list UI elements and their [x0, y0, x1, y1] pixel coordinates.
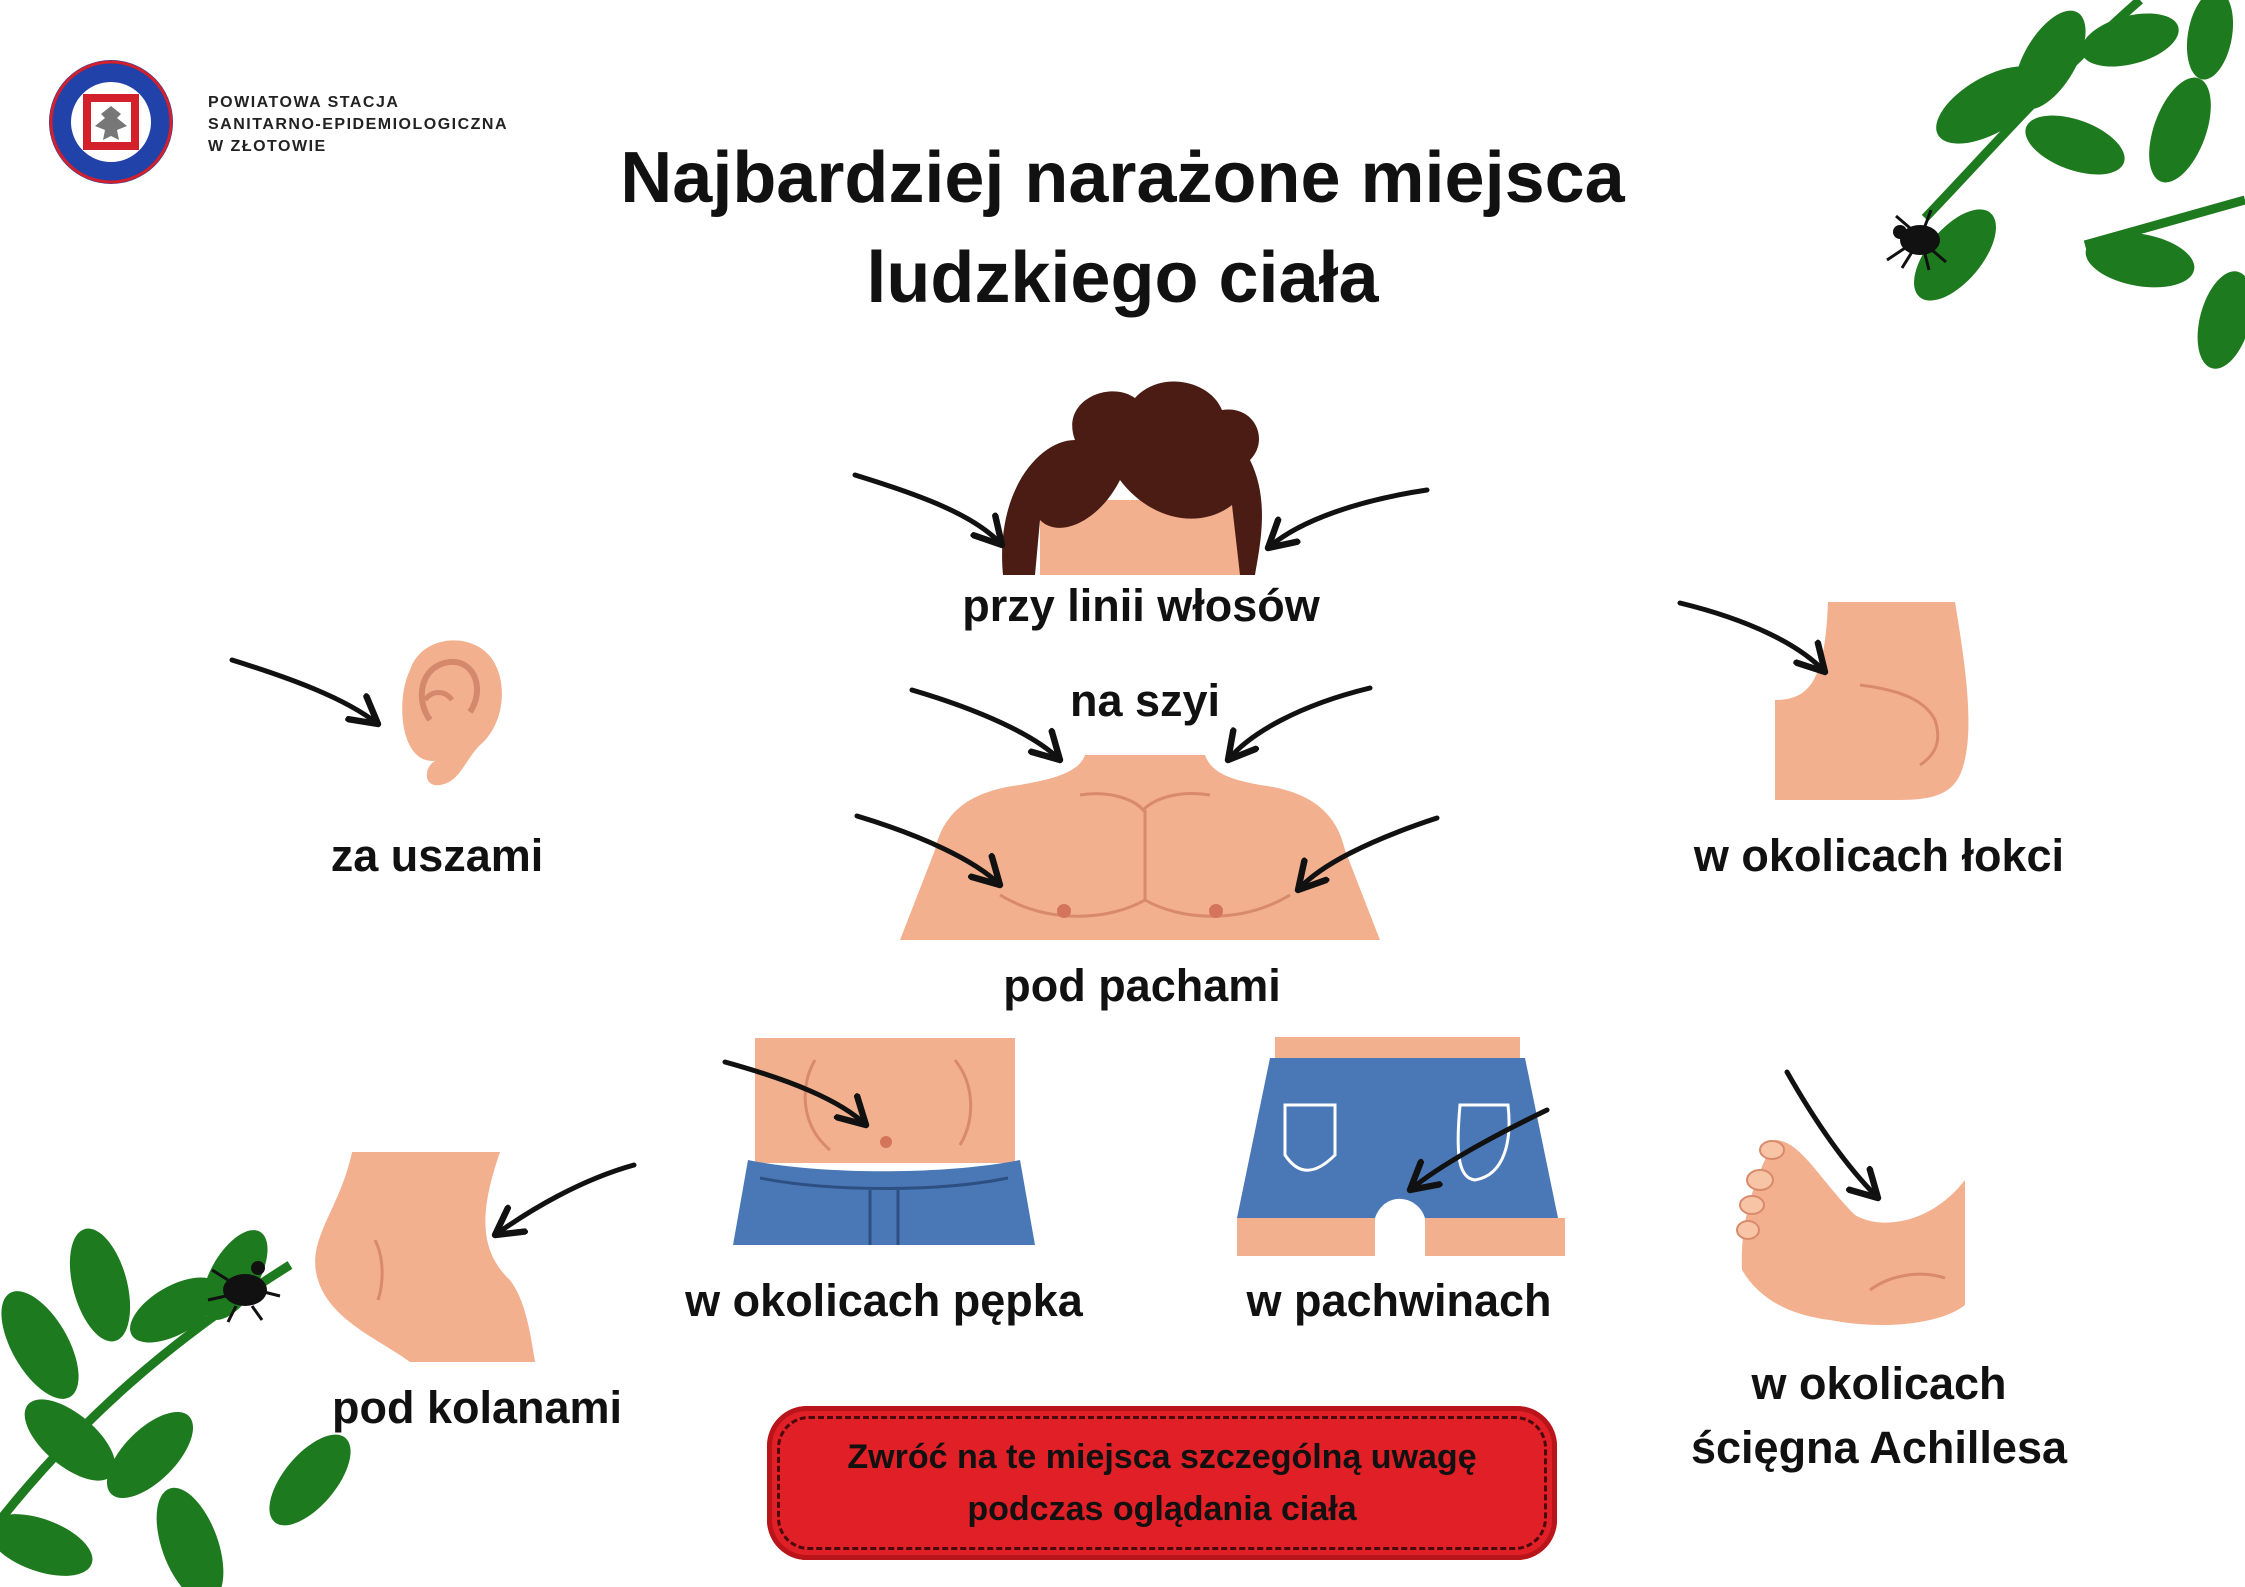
label-achilles-line-1: w okolicach: [1751, 1358, 2007, 1409]
label-hairline: przy linii włosów: [962, 580, 1320, 631]
warning-note: [767, 1406, 1557, 1560]
elbow-illustration: [1775, 602, 1968, 800]
arrow-knee: [495, 1165, 634, 1235]
chest-illustration: [900, 755, 1380, 940]
hairline-illustration: [1002, 381, 1262, 575]
warning-note-line-2: podczas oglądania ciała: [967, 1490, 1357, 1528]
navel-illustration: [733, 1038, 1035, 1245]
organization-line-1: POWIATOWA STACJA: [208, 94, 400, 111]
groin-illustration: [1237, 1037, 1565, 1256]
arrow-neck-left: [912, 690, 1060, 760]
knee-illustration: [315, 1152, 535, 1362]
arrow-hair-left: [855, 475, 1002, 545]
leaves-bottom-left: [0, 1220, 365, 1587]
label-navel: w okolicach pępka: [685, 1275, 1083, 1326]
label-neck: na szyi: [1069, 675, 1221, 726]
arrow-elbow: [1680, 603, 1825, 672]
warning-note-line-1: Zwróć na te miejsca szczególną uwagę: [847, 1438, 1477, 1476]
label-groin: w pachwinach: [1246, 1275, 1552, 1326]
arrow-ear: [232, 660, 378, 724]
ear-illustration: [402, 640, 502, 785]
arrow-neck-right: [1228, 688, 1370, 760]
label-achilles: [1691, 1352, 2067, 1480]
page-title-line-2: ludzkiego ciała: [866, 238, 1379, 318]
arrow-hair-right: [1268, 490, 1427, 548]
organization-line-3: W ZŁOTOWIE: [208, 138, 327, 155]
label-elbows: w okolicach łokci: [1693, 830, 2065, 881]
page-title: [0, 128, 2245, 328]
label-ears: za uszami: [330, 830, 544, 881]
label-armpits: pod pachami: [1003, 960, 1281, 1011]
label-achilles-line-2: ścięgna Achillesa: [1690, 1422, 2068, 1473]
label-knees: pod kolanami: [331, 1382, 623, 1433]
page-title-line-1: Najbardziej narażone miejsca: [620, 138, 1625, 218]
organization-line-2: SANITARNO-EPIDEMIOLOGICZNA: [208, 116, 509, 133]
